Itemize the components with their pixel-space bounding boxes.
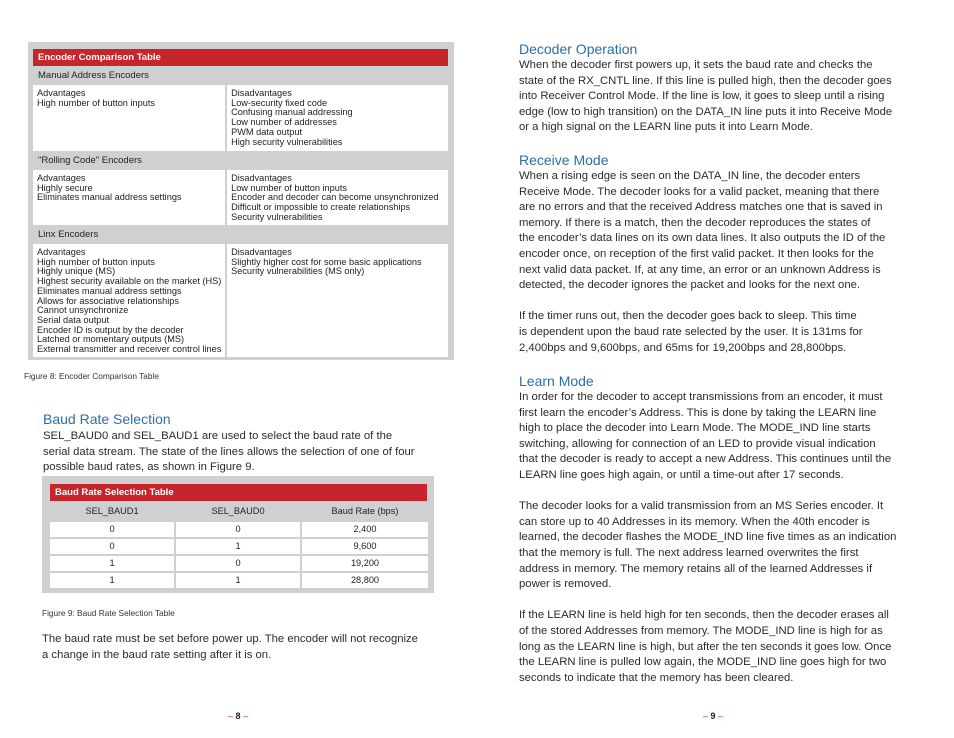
encoder-section-rolling <box>33 151 448 225</box>
section-heading: Linx Encoders <box>38 229 99 240</box>
text-line: Receive Mode. The decoder looks for a valid packet, meaning that there <box>519 185 880 198</box>
text-line: If the timer runs out, then the decoder goes back to sleep. This time <box>519 310 857 323</box>
text-line: address in memory. The memory retains all of the learned Addresses if <box>519 562 873 575</box>
table-row <box>50 522 428 537</box>
column-header: Baud Rate (bps) <box>331 506 399 516</box>
encoder-comparison-table <box>28 42 454 360</box>
list-item: Serial data output <box>37 314 110 325</box>
table-cell: 0 <box>176 522 300 537</box>
figure-8-caption: Figure 8: Encoder Comparison Table <box>24 371 159 381</box>
disadvantages-cell <box>227 244 448 357</box>
list-item: External transmitter and receiver control lines <box>37 344 222 355</box>
list-item: Highly unique (MS) <box>37 266 116 277</box>
table-row <box>50 556 428 571</box>
text-line: When the decoder first powers up, it sets the baud rate and checks the <box>519 59 873 71</box>
table-row <box>50 573 428 588</box>
text-line: encoder once, on reception of the first valid packet. It then looks for the <box>519 247 874 260</box>
dash: – <box>243 711 249 721</box>
column-header: SEL_BAUD0 <box>211 506 265 516</box>
list-item: Cannot unsynchronize <box>37 305 129 316</box>
text-line: or a high signal on the LEARN line puts it into Learn Mode. <box>519 121 813 134</box>
encoder-section-manual <box>33 66 448 151</box>
disadvantages-cell <box>227 170 448 225</box>
list-item: Eliminates manual address settings <box>37 192 182 203</box>
encoder-section-linx <box>33 225 448 357</box>
text-line: high to place the decoder into Learn Mode. The MODE_IND line starts <box>519 422 871 435</box>
text-line: 2,400bps and 9,600bps, and 65ms for 19,200bps and 28,800bps. <box>519 341 847 354</box>
list-item: High security vulnerabilities <box>231 136 343 147</box>
text-line: state of the RX_CNTL line. If this line is pulled high, then the decoder goes <box>519 74 892 87</box>
page-number: 8 <box>235 711 241 721</box>
text-line: that the memory is full. The next address learned overwrites the first <box>519 546 859 559</box>
dash: – <box>228 711 234 721</box>
disadvantages-label: Disadvantages <box>231 88 292 98</box>
list-item: Highest security available on the market (HS) <box>37 276 222 287</box>
advantages-label: Advantages <box>37 247 86 257</box>
text-line: When a rising edge is seen on the DATA_IN line, the decoder enters <box>519 170 861 182</box>
list-item: Encoder and decoder can become unsynchronized <box>231 192 439 203</box>
table-cell: 28,800 <box>302 573 428 588</box>
list-item: Low number of button inputs <box>231 182 348 193</box>
section-heading: "Rolling Code" Encoders <box>38 155 142 166</box>
text-line: seconds to indicate that the memory has been cleared. <box>519 671 794 684</box>
list-item: Highly secure <box>37 182 93 193</box>
text-line: learned, the decoder flashes the MODE_IND line five times as an indication <box>519 531 897 544</box>
decoder-operation-paragraph <box>519 58 892 136</box>
list-item: Confusing manual addressing <box>231 107 353 118</box>
table-cell: 0 <box>50 522 174 537</box>
text-line: detected, the decoder ignores the packet and looks for the next one. <box>519 279 861 292</box>
text-line: In order for the decoder to accept transmissions from an encoder, it must <box>519 391 883 403</box>
advantages-cell <box>33 170 225 225</box>
text-line: serial data stream. The state of the lines allows the selection of one of four <box>43 445 415 458</box>
disadvantages-label: Disadvantages <box>231 247 292 257</box>
table-cell: 1 <box>50 556 174 571</box>
text-line: is dependent upon the baud rate selected by the user. It is 131ms for <box>519 325 863 338</box>
dash: – <box>703 711 709 721</box>
table-row <box>50 539 428 554</box>
text-line: switching, allowing for connection of an LED to provide visual indication <box>519 437 876 450</box>
text-line: SEL_BAUD0 and SEL_BAUD1 are used to select the baud rate of the <box>43 430 393 442</box>
list-item: High number of button inputs <box>37 97 155 108</box>
page-number-right <box>703 711 723 721</box>
table-cell: 9,600 <box>302 539 428 554</box>
advantages-label: Advantages <box>37 88 86 98</box>
list-item: Difficult or impossible to create relationships <box>231 202 411 213</box>
table-cell: 1 <box>176 539 300 554</box>
baud-note-paragraph <box>42 632 418 663</box>
list-item: Low number of addresses <box>231 117 337 128</box>
text-line: The baud rate must be set before power up. The encoder will not recognize <box>42 633 418 645</box>
learn-mode-heading: Learn Mode <box>519 373 594 389</box>
text-line: possible baud rates, as shown in Figure 9. <box>43 461 255 474</box>
list-item: Slightly higher cost for some basic applications <box>231 256 422 267</box>
baud-table-title: Baud Rate Selection Table <box>50 484 427 501</box>
list-item: Security vulnerabilities <box>231 211 323 222</box>
text-line: first learn the encoder’s Address. This is done by taking the LEARN line <box>519 406 877 419</box>
list-item: Allows for associative relationships <box>37 295 179 306</box>
text-line: of the stored Addresses from memory. The MODE_IND line is high for as <box>519 624 883 637</box>
baud-rate-heading: Baud Rate Selection <box>43 411 171 427</box>
dash: – <box>718 711 724 721</box>
list-item: PWM data output <box>231 126 303 137</box>
text-line: are no errors and that the received Address matches one that is saved in <box>519 201 883 214</box>
table-cell: 19,200 <box>302 556 428 571</box>
figure-9-caption: Figure 9: Baud Rate Selection Table <box>42 608 175 618</box>
page-number: 9 <box>710 711 716 721</box>
disadvantages-label: Disadvantages <box>231 173 292 183</box>
text-line: that the decoder is ready to accept a new Address. This continues until the <box>519 453 892 466</box>
table-header-row <box>50 502 428 520</box>
list-item: Latched or momentary outputs (MS) <box>37 334 185 345</box>
text-line: memory. If there is a match, then the decoder reproduces the states of <box>519 216 871 229</box>
text-line: the encoder’s data lines on its own data lines. It also outputs the ID of the <box>519 232 886 245</box>
text-line: If the LEARN line is held high for ten seconds, then the decoder erases all <box>519 609 889 622</box>
text-line: edge (low to high transition) on the DATA_IN line puts it into Receive Mode <box>519 105 893 118</box>
text-line: into Receiver Control Mode. If the line is low, it goes to sleep until a rising <box>519 90 885 103</box>
list-item: Security vulnerabilities (MS only) <box>231 266 365 277</box>
table-cell: 1 <box>50 573 174 588</box>
text-line: a change in the baud rate setting after it is on. <box>42 648 272 661</box>
receive-mode-heading: Receive Mode <box>519 152 609 168</box>
encoder-table-title: Encoder Comparison Table <box>33 49 448 66</box>
table-cell: 1 <box>176 573 300 588</box>
learn-mode-paragraph <box>519 390 896 686</box>
list-item: Low-security fixed code <box>231 97 328 108</box>
table-cell: 0 <box>176 556 300 571</box>
advantages-label: Advantages <box>37 173 86 183</box>
text-line: The decoder looks for a valid transmission from an MS Series encoder. It <box>519 500 884 513</box>
page-number-left <box>228 711 248 721</box>
column-header: SEL_BAUD1 <box>85 506 139 516</box>
text-line: power is removed. <box>519 578 612 591</box>
text-line: next valid data packet. If, at any time, an error or an unknown Address is <box>519 263 881 276</box>
text-line: LEARN line goes high again, or until a time-out after 17 seconds. <box>519 468 844 481</box>
disadvantages-cell <box>227 85 448 151</box>
baud-rate-paragraph <box>43 429 415 476</box>
text-line: long as the LEARN line is high, but after the ten seconds it goes low. Once <box>519 640 892 653</box>
table-cell: 2,400 <box>302 522 428 537</box>
decoder-operation-heading: Decoder Operation <box>519 41 638 57</box>
section-heading: Manual Address Encoders <box>38 70 149 81</box>
advantages-cell <box>33 244 225 357</box>
text-line: can store up to 40 Addresses in its memory. When the 40th encoder is <box>519 515 870 528</box>
receive-mode-paragraph <box>519 169 885 356</box>
list-item: Eliminates manual address settings <box>37 285 182 296</box>
list-item: Encoder ID is output by the decoder <box>37 324 184 335</box>
text-line: the LEARN line is pulled low again, the MODE_IND line goes high for two <box>519 656 887 669</box>
advantages-cell <box>33 85 225 151</box>
table-cell: 0 <box>50 539 174 554</box>
list-item: High number of button inputs <box>37 256 155 267</box>
baud-rate-table <box>42 476 434 593</box>
